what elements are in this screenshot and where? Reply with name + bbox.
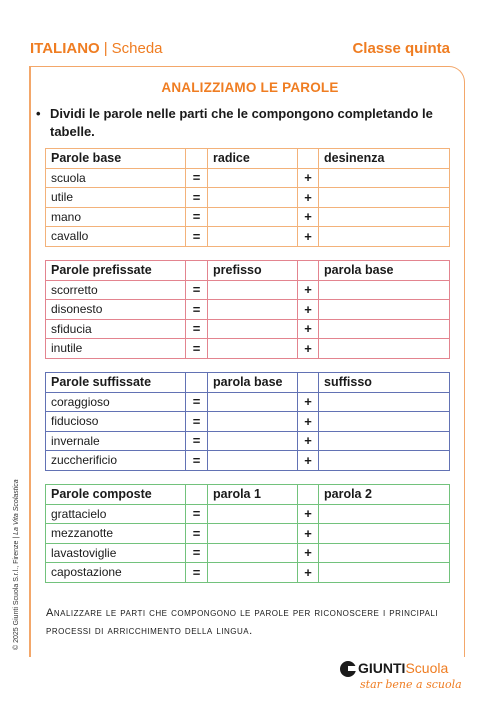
logo-tagline: star bene a scuola [360, 678, 462, 691]
word-cell: lavastoviglie [46, 543, 186, 563]
learning-objective-note: Analizzare le parti che compongono le parole per riconoscere i principali processi di arricchimento della lingua. [46, 607, 439, 637]
header-part-2: parola base [319, 261, 450, 281]
answer-cell-part-2[interactable] [319, 412, 450, 432]
header-part-1: parola base [208, 373, 298, 393]
equals-sign: = [186, 392, 208, 412]
answer-cell-part-1[interactable] [208, 392, 298, 412]
word-cell: zuccherificio [46, 451, 186, 471]
table-header-row [46, 261, 450, 281]
answer-cell-part-1[interactable] [208, 431, 298, 451]
equals-sign: = [186, 227, 208, 247]
word-cell: utile [46, 188, 186, 208]
header-word-type: Parole suffissate [46, 373, 186, 393]
table-row [46, 339, 450, 359]
plus-sign: + [298, 543, 319, 563]
copyright-credit [13, 479, 20, 650]
table-header-row [46, 149, 450, 169]
answer-cell-part-1[interactable] [208, 319, 298, 339]
answer-cell-part-2[interactable] [319, 168, 450, 188]
plus-sign: + [298, 451, 319, 471]
equals-sign: = [186, 188, 208, 208]
plus-sign: + [298, 504, 319, 524]
word-cell: scorretto [46, 280, 186, 300]
plus-sign: + [298, 431, 319, 451]
header-word-type: Parole prefissate [46, 261, 186, 281]
sheet-label: Scheda [111, 40, 163, 57]
answer-cell-part-1[interactable] [208, 563, 298, 583]
equals-sign: = [186, 319, 208, 339]
header-spacer [298, 373, 319, 393]
subject-label: ITALIANO [30, 40, 100, 57]
table-header-row [46, 485, 450, 505]
grade-label: Classe quinta [352, 40, 450, 57]
word-cell: scuola [46, 168, 186, 188]
answer-cell-part-2[interactable] [319, 227, 450, 247]
header-separator: | [103, 40, 108, 57]
answer-cell-part-1[interactable] [208, 280, 298, 300]
answer-cell-part-1[interactable] [208, 524, 298, 544]
plus-sign: + [298, 524, 319, 544]
equals-sign: = [186, 563, 208, 583]
word-cell: mano [46, 207, 186, 227]
giunti-g-icon [340, 661, 356, 677]
table-row [46, 451, 450, 471]
answer-cell-part-1[interactable] [208, 188, 298, 208]
word-cell: disonesto [46, 300, 186, 320]
instruction [36, 105, 436, 141]
equals-sign: = [186, 280, 208, 300]
plus-sign: + [298, 412, 319, 432]
equals-sign: = [186, 412, 208, 432]
header-spacer [298, 149, 319, 169]
copyright-text: © 2025 Giunti Scuola S.r.l., Firenze | [13, 536, 20, 650]
answer-cell-part-2[interactable] [319, 280, 450, 300]
header-word-type: Parole composte [46, 485, 186, 505]
logo-brand-name: GIUNTI [358, 660, 406, 676]
worksheet-frame-left-edge [29, 66, 31, 657]
answer-cell-part-2[interactable] [319, 431, 450, 451]
plus-sign: + [298, 280, 319, 300]
header-spacer [186, 149, 208, 169]
table-row [46, 392, 450, 412]
plus-sign: + [298, 168, 319, 188]
answer-cell-part-1[interactable] [208, 227, 298, 247]
answer-cell-part-2[interactable] [319, 451, 450, 471]
equals-sign: = [186, 339, 208, 359]
answer-cell-part-2[interactable] [319, 207, 450, 227]
header-word-type: Parole base [46, 149, 186, 169]
word-cell: fiducioso [46, 412, 186, 432]
word-cell: coraggioso [46, 392, 186, 412]
plus-sign: + [298, 392, 319, 412]
word-cell: inutile [46, 339, 186, 359]
table-parole-base [45, 148, 450, 247]
header-subject [30, 40, 163, 57]
table-row [46, 319, 450, 339]
worksheet-title: ANALIZZIAMO LE PAROLE [161, 80, 339, 95]
equals-sign: = [186, 168, 208, 188]
answer-cell-part-2[interactable] [319, 392, 450, 412]
answer-cell-part-2[interactable] [319, 504, 450, 524]
answer-cell-part-1[interactable] [208, 412, 298, 432]
equals-sign: = [186, 504, 208, 524]
answer-cell-part-2[interactable] [319, 563, 450, 583]
table-row [46, 300, 450, 320]
plus-sign: + [298, 227, 319, 247]
plus-sign: + [298, 300, 319, 320]
header-spacer [186, 373, 208, 393]
answer-cell-part-1[interactable] [208, 339, 298, 359]
answer-cell-part-2[interactable] [319, 339, 450, 359]
header-part-1: prefisso [208, 261, 298, 281]
plus-sign: + [298, 563, 319, 583]
answer-cell-part-1[interactable] [208, 300, 298, 320]
plus-sign: + [298, 188, 319, 208]
logo-brand-suffix: Scuola [405, 660, 449, 676]
table-header-row [46, 373, 450, 393]
answer-cell-part-2[interactable] [319, 319, 450, 339]
table-row [46, 207, 450, 227]
header-part-1: radice [208, 149, 298, 169]
word-cell: grattacielo [46, 504, 186, 524]
table-parole-prefissate [45, 260, 450, 359]
table-row [46, 280, 450, 300]
answer-cell-part-2[interactable] [319, 300, 450, 320]
equals-sign: = [186, 431, 208, 451]
answer-cell-part-2[interactable] [319, 188, 450, 208]
table-parole-composte [45, 484, 450, 583]
answer-cell-part-2[interactable] [319, 524, 450, 544]
word-cell: invernale [46, 431, 186, 451]
header-part-2: desinenza [319, 149, 450, 169]
table-row [46, 543, 450, 563]
table-row [46, 431, 450, 451]
header-spacer [298, 261, 319, 281]
table-row [46, 188, 450, 208]
answer-cell-part-1[interactable] [208, 504, 298, 524]
answer-cell-part-2[interactable] [319, 543, 450, 563]
giunti-scuola-logo [338, 660, 462, 700]
answer-cell-part-1[interactable] [208, 451, 298, 471]
logo-brand [358, 660, 448, 676]
word-cell: cavallo [46, 227, 186, 247]
header-part-2: suffisso [319, 373, 450, 393]
answer-cell-part-1[interactable] [208, 543, 298, 563]
equals-sign: = [186, 543, 208, 563]
header-spacer [186, 261, 208, 281]
table-row [46, 168, 450, 188]
plus-sign: + [298, 339, 319, 359]
plus-sign: + [298, 207, 319, 227]
equals-sign: = [186, 300, 208, 320]
bullet-icon: • [36, 106, 41, 121]
word-cell: mezzanotte [46, 524, 186, 544]
word-cell: capostazione [46, 563, 186, 583]
header-spacer [298, 485, 319, 505]
table-parole-suffissate [45, 372, 450, 471]
header-part-2: parola 2 [319, 485, 450, 505]
table-row [46, 524, 450, 544]
table-row [46, 412, 450, 432]
equals-sign: = [186, 451, 208, 471]
table-row [46, 227, 450, 247]
plus-sign: + [298, 319, 319, 339]
header-spacer [186, 485, 208, 505]
magazine-name: La Vita Scolastica [13, 479, 20, 535]
word-cell: sfiducia [46, 319, 186, 339]
answer-cell-part-1[interactable] [208, 168, 298, 188]
equals-sign: = [186, 207, 208, 227]
table-row [46, 563, 450, 583]
answer-cell-part-1[interactable] [208, 207, 298, 227]
table-row [46, 504, 450, 524]
equals-sign: = [186, 524, 208, 544]
instruction-text: Dividi le parole nelle parti che le compongono completando le tabelle. [50, 106, 433, 139]
header-part-1: parola 1 [208, 485, 298, 505]
